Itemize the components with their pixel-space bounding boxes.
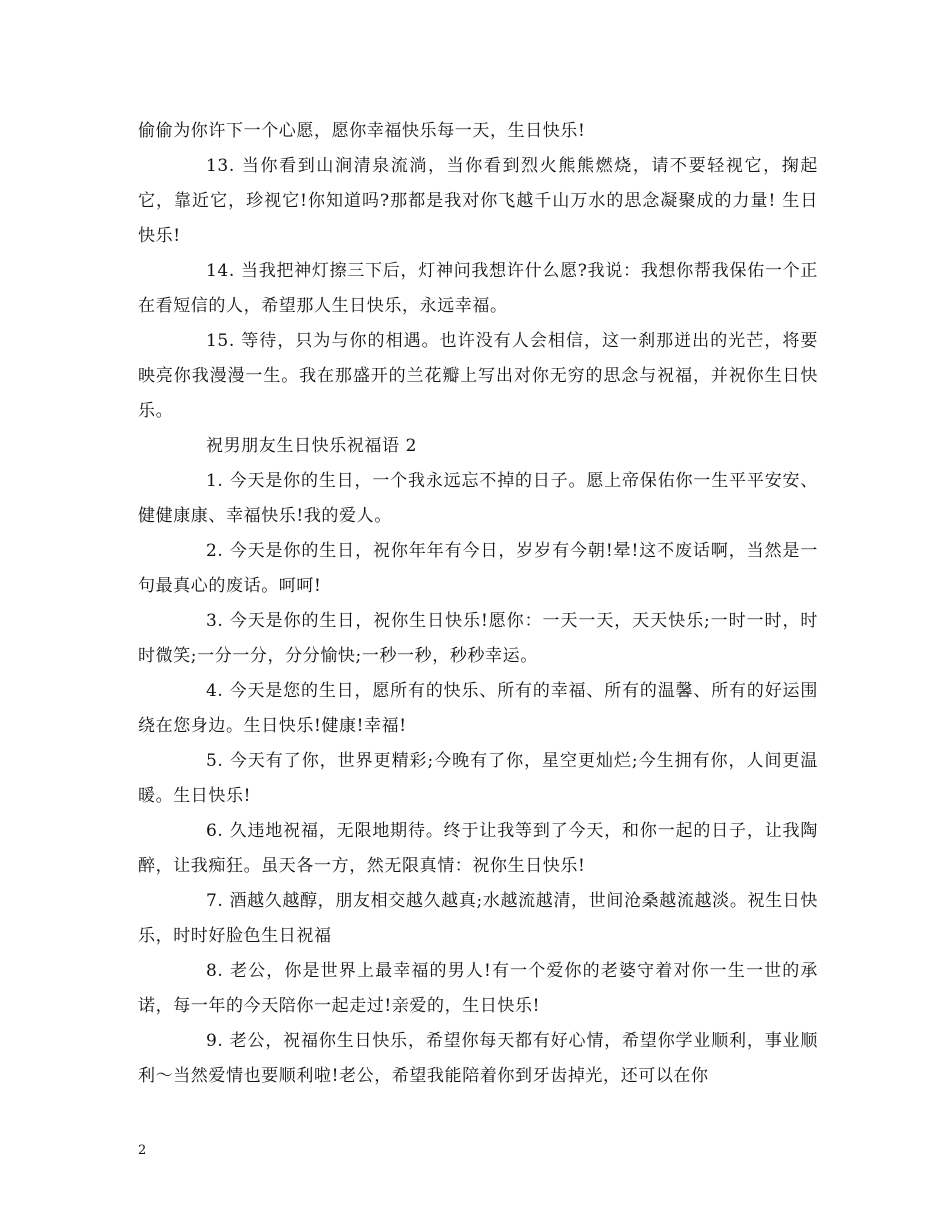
paragraph-text: 15. 等待，只为与你的相遇。也许没有人会相信，这一刹那迸出的光芒，将要映亮你我漫漫一生。我在那盛开的兰花瓣上写出对你无穷的思念与祝福，并祝你生日快乐。 — [138, 331, 818, 421]
paragraph-wish-9 — [138, 1024, 818, 1094]
paragraph-text: 13. 当你看到山涧清泉流淌，当你看到烈火熊熊燃烧，请不要轻视它，掬起它，靠近它，珍视它!你知道吗?那都是我对你飞越千山万水的思念凝聚成的力量! 生日快乐! — [138, 156, 818, 246]
paragraph-wish-6 — [138, 814, 818, 884]
document-body — [138, 114, 818, 1094]
paragraph-wish-continued — [138, 114, 818, 149]
paragraph-text: 9. 老公，祝福你生日快乐，希望你每天都有好心情，希望你学业顺利，事业顺利～当然爱情也要顺利啦!老公，希望我能陪着你到牙齿掉光，还可以在你 — [138, 1031, 818, 1086]
section-heading-text: 祝男朋友生日快乐祝福语 2 — [206, 436, 418, 456]
paragraph-wish-5 — [138, 744, 818, 814]
paragraph-text: 8. 老公，你是世界上最幸福的男人!有一个爱你的老婆守着对你一生一世的承诺，每一年的今天陪你一起走过!亲爱的，生日快乐! — [138, 961, 818, 1016]
paragraph-text: 偷偷为你许下一个心愿，愿你幸福快乐每一天，生日快乐! — [138, 121, 586, 141]
section-heading — [138, 429, 818, 464]
page-number: 2 — [138, 1143, 147, 1158]
paragraph-text: 1. 今天是你的生日，一个我永远忘不掉的日子。愿上帝保佑你一生平平安安、健健康康、幸福快乐!我的爱人。 — [138, 471, 818, 526]
paragraph-text: 14. 当我把神灯擦三下后，灯神问我想许什么愿?我说：我想你帮我保佑一个正在看短信的人，希望那人生日快乐，永远幸福。 — [138, 261, 818, 316]
paragraph-wish-8 — [138, 954, 818, 1024]
paragraph-wish-7 — [138, 884, 818, 954]
paragraph-text: 4. 今天是您的生日，愿所有的快乐、所有的幸福、所有的温馨、所有的好运围绕在您身边。生日快乐!健康!幸福! — [138, 681, 818, 736]
paragraph-wish-14 — [138, 254, 818, 324]
paragraph-text: 2. 今天是你的生日，祝你年年有今日，岁岁有今朝!晕!这不废话啊，当然是一句最真心的废话。呵呵! — [138, 541, 818, 596]
paragraph-wish-3 — [138, 604, 818, 674]
paragraph-wish-2 — [138, 534, 818, 604]
paragraph-text: 3. 今天是你的生日，祝你生日快乐!愿你：一天一天，天天快乐;一时一时，时时微笑;一分一分，分分愉快;一秒一秒，秒秒幸运。 — [138, 611, 818, 666]
paragraph-text: 6. 久违地祝福，无限地期待。终于让我等到了今天，和你一起的日子，让我陶醉，让我痴狂。虽天各一方，然无限真情：祝你生日快乐! — [138, 821, 818, 876]
paragraph-wish-15 — [138, 324, 818, 429]
paragraph-wish-4 — [138, 674, 818, 744]
paragraph-text: 7. 酒越久越醇，朋友相交越久越真;水越流越清，世间沧桑越流越淡。祝生日快乐，时时好脸色生日祝福 — [138, 891, 818, 946]
paragraph-wish-1 — [138, 464, 818, 534]
paragraph-wish-13 — [138, 149, 818, 254]
paragraph-text: 5. 今天有了你，世界更精彩;今晚有了你，星空更灿烂;今生拥有你，人间更温暖。生日快乐! — [138, 751, 818, 806]
